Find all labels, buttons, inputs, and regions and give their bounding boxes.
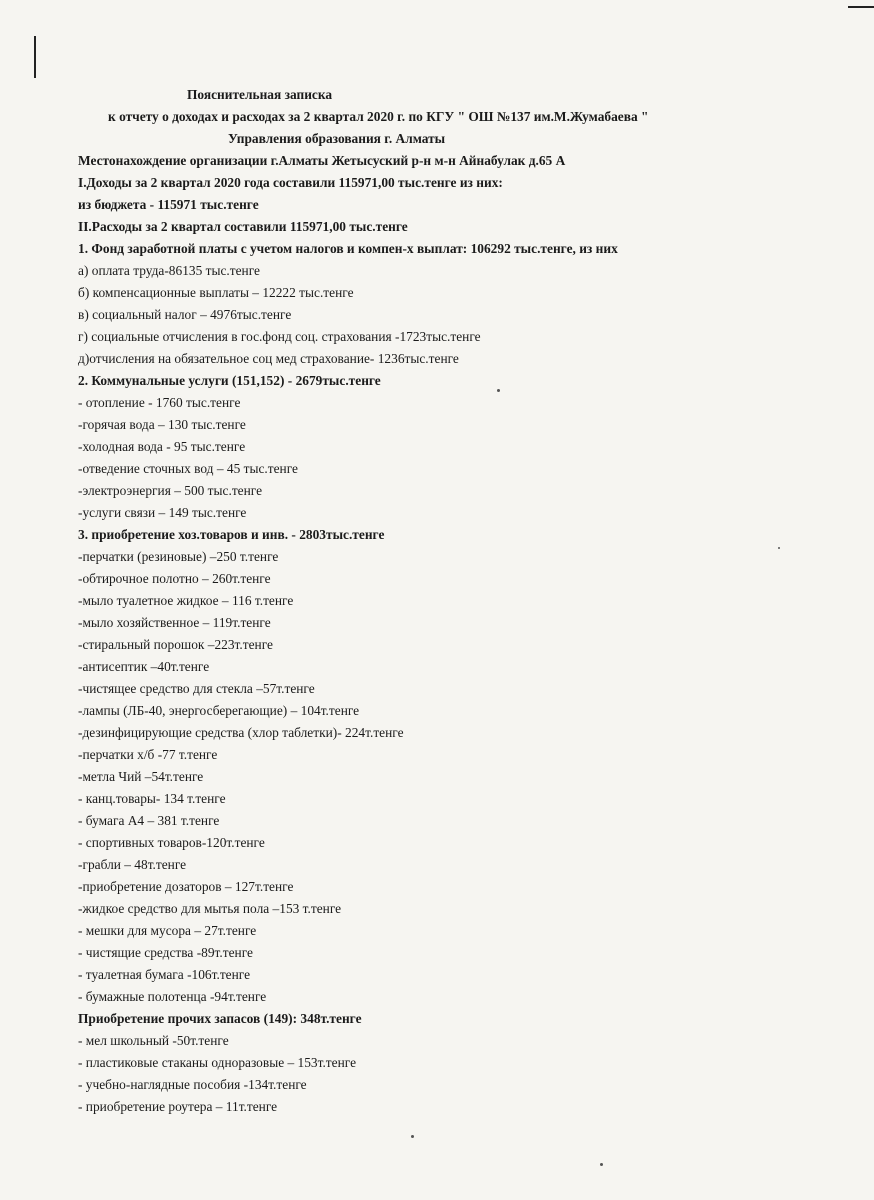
section-header: Приобретение прочих запасов (149): 348т.тенге (78, 1011, 362, 1026)
document-subtitle-organization: Управления образования г. Алматы (228, 131, 446, 146)
list-item: б) компенсационные выплаты – 12222 тыс.тенге (78, 285, 354, 300)
list-item: -приобретение дозаторов – 127т.тенге (78, 879, 294, 894)
scan-mark-left (34, 36, 36, 78)
income-header: I.Доходы за 2 квартал 2020 года составили 115971,00 тыс.тенге из них: (78, 175, 503, 190)
income-budget: из бюджета - 115971 тыс.тенге (78, 197, 259, 212)
list-item: - бумажные полотенца -94т.тенге (78, 989, 267, 1004)
section-header: 2. Коммунальные услуги (151,152) - 2679тыс.тенге (78, 373, 381, 388)
list-item: -лампы (ЛБ-40, энергосберегающие) – 104т.тенге (78, 703, 360, 718)
list-item: - спортивных товаров-120т.тенге (78, 835, 265, 850)
list-item: -перчатки (резиновые) –250 т.тенге (78, 549, 279, 564)
document-title: Пояснительная записка (187, 87, 333, 102)
list-item: -мыло хозяйственное – 119т.тенге (78, 615, 271, 630)
list-item: д)отчисления на обязательное соц мед страхование- 1236тыс.тенге (78, 351, 459, 366)
list-item: г) социальные отчисления в гос.фонд соц. страхования -1723тыс.тенге (78, 329, 481, 344)
list-item: - бумага А4 – 381 т.тенге (78, 813, 220, 828)
list-item: - чистящие средства -89т.тенге (78, 945, 253, 960)
list-item: - приобретение роутера – 11т.тенге (78, 1099, 278, 1114)
location-line: Местонахождение организации г.Алматы Жетысуский р-н м-н Айнабулак д.65 А (78, 153, 566, 168)
scan-speck (778, 547, 780, 549)
document-subtitle: к отчету о доходах и расходах за 2 квартал 2020 г. по КГУ " ОШ №137 им.М.Жумабаева " (108, 109, 649, 124)
scan-speck (411, 1135, 414, 1138)
list-item: -грабли – 48т.тенге (78, 857, 187, 872)
scan-speck (497, 389, 500, 392)
list-item: -обтирочное полотно – 260т.тенге (78, 571, 271, 586)
list-item: -мыло туалетное жидкое – 116 т.тенге (78, 593, 294, 608)
section-header: 1. Фонд заработной платы с учетом налогов и компен-х выплат: 106292 тыс.тенге, из них (78, 241, 618, 256)
list-item: -горячая вода – 130 тыс.тенге (78, 417, 246, 432)
list-item: а) оплата труда-86135 тыс.тенге (78, 263, 260, 278)
list-item: -стиральный порошок –223т.тенге (78, 637, 273, 652)
list-item: -дезинфицирующие средства (хлор таблетки)- 224т.тенге (78, 725, 404, 740)
list-item: -антисептик –40т.тенге (78, 659, 210, 674)
list-item: - канц.товары- 134 т.тенге (78, 791, 226, 806)
list-item: -отведение сточных вод – 45 тыс.тенге (78, 461, 298, 476)
list-item: -жидкое средство для мытья пола –153 т.тенге (78, 901, 342, 916)
section-header: 3. приобретение хоз.товаров и инв. - 2803тыс.тенге (78, 527, 385, 542)
list-item: -чистящее средство для стекла –57т.тенге (78, 681, 315, 696)
list-item: -холодная вода - 95 тыс.тенге (78, 439, 246, 454)
scan-mark-right (848, 6, 874, 8)
list-item: - пластиковые стаканы одноразовые – 153т.тенге (78, 1055, 357, 1070)
list-item: - туалетная бумага -106т.тенге (78, 967, 251, 982)
list-item: - учебно-наглядные пособия -134т.тенге (78, 1077, 307, 1092)
list-item: -метла Чий –54т.тенге (78, 769, 204, 784)
scan-speck (600, 1163, 603, 1166)
expense-header: II.Расходы за 2 квартал составили 115971,00 тыс.тенге (78, 219, 408, 234)
list-item: -услуги связи – 149 тыс.тенге (78, 505, 247, 520)
list-item: -перчатки х/б -77 т.тенге (78, 747, 218, 762)
list-item: в) социальный налог – 4976тыс.тенге (78, 307, 292, 322)
list-item: - мешки для мусора – 27т.тенге (78, 923, 257, 938)
list-item: -электроэнергия – 500 тыс.тенге (78, 483, 263, 498)
list-item: - мел школьный -50т.тенге (78, 1033, 229, 1048)
list-item: - отопление - 1760 тыс.тенге (78, 395, 241, 410)
